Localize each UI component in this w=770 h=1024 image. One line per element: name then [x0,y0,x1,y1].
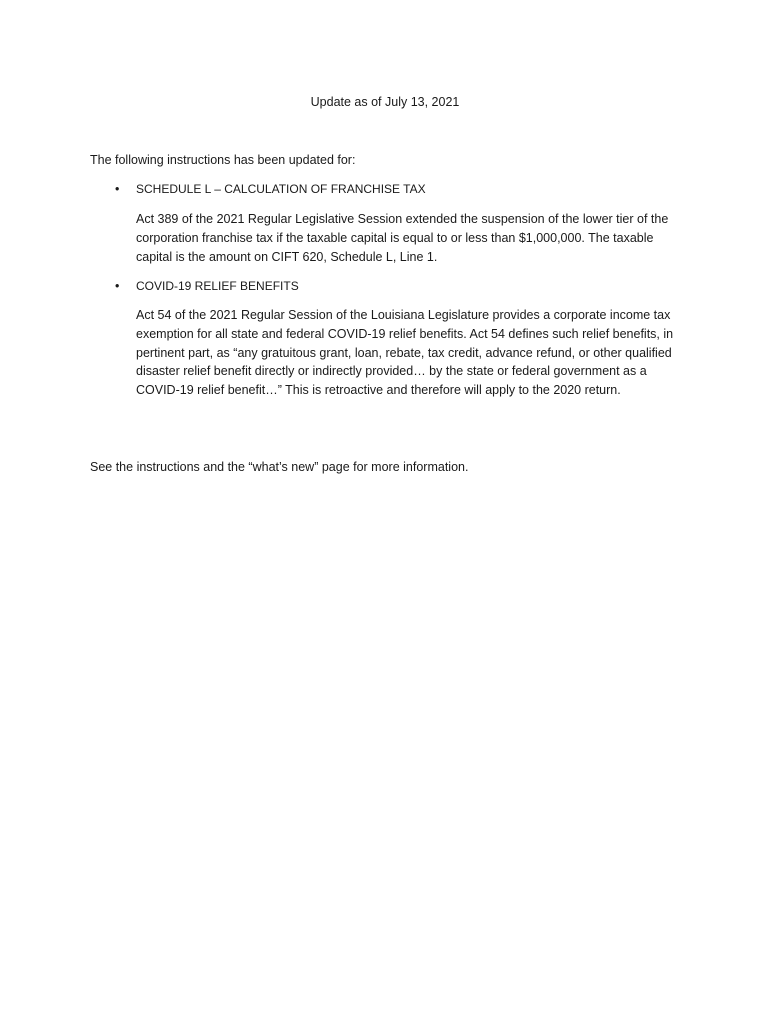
footer-note: See the instructions and the “what’s new” page for more information. [90,460,469,474]
intro-text: The following instructions has been updated for: [90,153,356,167]
section-title-covid-relief: COVID-19 RELIEF BENEFITS [136,279,299,293]
document-heading: Update as of July 13, 2021 [310,95,460,109]
bullet-dot-icon: • [115,182,120,196]
bullet-dot-icon: • [115,279,120,293]
section-body-covid-relief: Act 54 of the 2021 Regular Session of the Louisiana Legislature provides a corporate income tax exemption for all state and federal COVID-19 relief benefits. Act 54 defines such relief benefits, in pertinent part, as “any gratuitous grant, loan, rebate, tax credit, advance refund, or other qualified disaster relief benefit directly or indirectly provided… by the state or federal government as a COVID-19 relief benefit…” This is retroactive and therefore will apply to the 2020 return. [136,308,674,398]
section-title-schedule-l: SCHEDULE L – CALCULATION OF FRANCHISE TAX [136,182,426,196]
section-body-schedule-l: Act 389 of the 2021 Regular Legislative Session extended the suspension of the lower tier of the corporation franchise tax if the taxable capital is equal to or less than $1,000,000. The taxable capital is the amount on CIFT 620, Schedule L, Line 1. [136,212,669,264]
